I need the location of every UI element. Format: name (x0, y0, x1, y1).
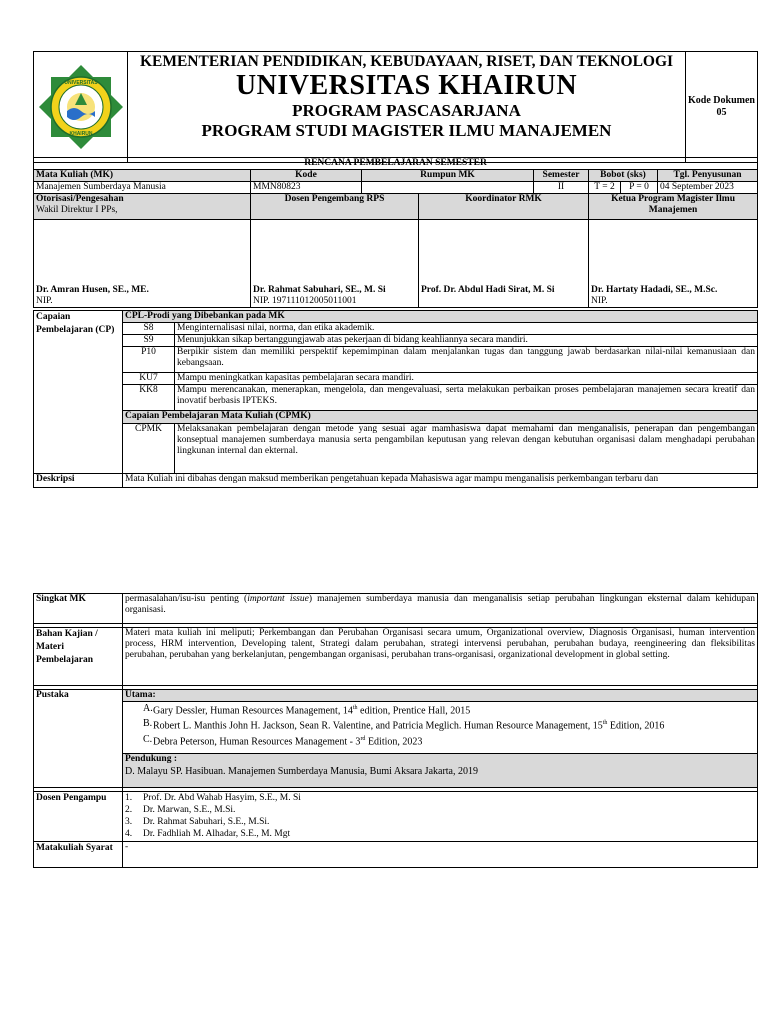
cpl-code: S8 (123, 323, 175, 335)
ministry-title: KEMENTERIAN PENDIDIKAN, KEBUDAYAAN, RISET, DAN TEKNOLOGI (139, 53, 674, 70)
col-rumpun-header: Rumpun MK (362, 170, 534, 182)
cpl-text: Menginternalisasi nilai, norma, dan etika akademik. (175, 323, 758, 335)
dosen-pengembang-header: Dosen Pengembang RPS (251, 194, 419, 220)
utama-items (125, 702, 755, 748)
singkat-text-1: permasalahan/isu-isu penting ( (125, 594, 248, 604)
dosen-item: 2. Dr. Marwan, S.E., M.Si. (125, 805, 236, 815)
cpl-code: S9 (123, 335, 175, 347)
page2-table (33, 593, 758, 868)
sig-wadir (34, 220, 251, 308)
cpl-text: Berpikir sistem dan memiliki perspektif kepemimpinan dalam menjalankan tugas dan tanggung jawab berdasarkan nilai-nilai kemanusiaan dan kebangsaan. (175, 347, 758, 373)
rumpun-value (362, 182, 534, 194)
cpmk-text: Melaksanakan pembelajaran dengan metode yang sesuai agar mamhasiswa dapat memahami dan menganalisis, penerapan dan pengembangan konseptual manajemen sumberdaya manusia serta pengambilan keputusan yang relevan dengan kebutuhan organisasi dalam menghadapi perubahan lingkunan internal dan ekternal. (175, 424, 758, 474)
sig-dosen (251, 220, 419, 308)
syarat-label: Matakuliah Syarat (34, 842, 123, 868)
bahan-text: Materi mata kuliah ini meliputi; Perkembangan dan Perubahan Organisasi secara umum, Organizational overview, Diagnosis Organisasi, human intervention process, HRM intervention, Developing talent, Strategi dalam perubahan, strategi intervensi perubahan, perubahan budaya, reengineering dan fleksibilitas perubahan, perubahan yang berkelanjutan, pengembangan organisasi, perubahan trans-organisasi, organizational development in global setting. (123, 628, 758, 686)
header-titles (128, 52, 686, 163)
cpmk-header: Capaian Pembelajaran Mata Kuliah (CPMK) (123, 411, 758, 424)
cpl-code: KK8 (123, 385, 175, 411)
rps-title: RENCANA PEMBELAJARAN SEMESTER (34, 158, 758, 170)
singkat-label: Singkat MK (34, 594, 123, 624)
otorisasi-label: Otorisasi/Pengesahan (36, 194, 124, 204)
syarat-value: - (123, 842, 758, 868)
pustaka-label: Pustaka (34, 690, 123, 788)
pendukung-label: Pendukung : (123, 754, 758, 766)
col-mk-header: Mata Kuliah (MK) (34, 170, 251, 182)
col-semester-header: Semester (534, 170, 589, 182)
otorisasi-cell (34, 194, 251, 220)
utama-item: A. Gary Dessler, Human Resources Management, 14th edition, Prentice Hall, 2015 (143, 703, 471, 717)
sig3-name: Prof. Dr. Abdul Hadi Sirat, M. Si (421, 285, 555, 295)
cp-table (33, 310, 758, 488)
dosen-list (123, 792, 758, 842)
logo-bottom-text: KHAIRUN (69, 131, 93, 137)
cpl-header: CPL-Prodi yang Dibebankan pada MK (123, 311, 758, 323)
semester-value: II (534, 182, 589, 194)
cpmk-code: CPMK (123, 424, 175, 474)
dosen-item: 4. Dr. Fadhliah M. Alhadar, S.E., M. Mgt (125, 829, 291, 839)
sig-koordinator (419, 220, 589, 308)
sig4-name: Dr. Hartaty Hadadi, SE., M.Sc. (591, 285, 718, 295)
sig1-nip: NIP. (36, 296, 53, 306)
tgl-value: 04 September 2023 (658, 182, 758, 194)
cpl-text: Mampu meningkatkan kapasitas pembelajaran secara mandiri. (175, 373, 758, 385)
rps-table (33, 157, 758, 308)
sig-ketua (589, 220, 758, 308)
header-table (33, 51, 758, 163)
bobot-t-value: T = 2 (589, 182, 621, 194)
dosen-label: Dosen Pengampu (34, 792, 123, 842)
university-logo-icon (34, 52, 128, 158)
ketua-header: Ketua Program Magister Ilmu Manajemen (589, 194, 758, 220)
mk-value: Manajemen Sumberdaya Manusia (34, 182, 251, 194)
wadir-label: Wakil Direktur I PPs, (36, 205, 118, 215)
doc-code-label: Kode Dokumen (688, 95, 755, 106)
utama-list (123, 702, 758, 754)
cpl-code: KU7 (123, 373, 175, 385)
bobot-p-value: P = 0 (621, 182, 658, 194)
logo-cell (34, 52, 128, 163)
deskripsi-text: Mata Kuliah ini dibahas dengan maksud memberikan pengetahuan kepada Mahasiswa agar mampu menganalisis perkembangan terbaru dan (123, 474, 758, 488)
pendukung-text: D. Malayu SP. Hasibuan. Manajemen Sumberdaya Manusia, Bumi Aksara Jakarta, 2019 (123, 766, 758, 788)
doc-code-cell (686, 52, 758, 163)
dosen-items (125, 792, 755, 840)
dosen-item: 3. Dr. Rahmat Sabuhari, S.E., M.Si. (125, 817, 270, 827)
cpl-code: P10 (123, 347, 175, 373)
kode-value: MMN80823 (251, 182, 362, 194)
sig2-nip: NIP. 197111012005011001 (253, 296, 357, 306)
utama-item: C. Debra Peterson, Human Resources Management - 3rd Edition, 2023 (143, 733, 423, 747)
sig1-name: Dr. Amran Husen, SE., ME. (36, 285, 149, 295)
singkat-text-2: ) manajemen sumberdaya manusia dan menganalisis setiap perubahan lingkungan eksternal dalam kehidupan organisasi. (125, 594, 755, 615)
utama-item: B. Robert L. Manthis John H. Jackson, Sean R. Valentine, and Patricia Meglich. Human Resource Management, 15th Edition, 2016 (143, 718, 665, 732)
doc-code-value: 05 (716, 107, 727, 118)
dosen-item: 1. Prof. Dr. Abd Wahab Hasyim, S.E., M. Si (125, 793, 301, 803)
logo-top-text: UNIVERSITAS (64, 80, 98, 86)
singkat-text (123, 594, 758, 624)
koordinator-header: Koordinator RMK (419, 194, 589, 220)
utama-label: Utama: (123, 690, 758, 702)
program-title: PROGRAM PASCASARJANA (292, 101, 521, 120)
singkat-text-italic: important issue (247, 594, 309, 604)
bahan-label: Bahan Kajian / Materi Pembelajaran (34, 628, 123, 686)
cpl-text: Mampu merencanakan, menerapkan, mengelola, dan mengevaluasi, serta melakukan perbaikan proses pembelajaran manajemen secara kreatif dan inovatif berbasis IPTEKS. (175, 385, 758, 411)
col-kode-header: Kode (251, 170, 362, 182)
cpl-text: Menunjukkan sikap bertanggungjawab atas pekerjaan di bidang keahliannya secara mandiri. (175, 335, 758, 347)
sig2-name: Dr. Rahmat Sabuhari, SE., M. Si (253, 285, 386, 295)
study-program-title: PROGRAM STUDI MAGISTER ILMU MANAJEMEN (201, 121, 612, 140)
sig4-nip: NIP. (591, 296, 608, 306)
col-bobot-header: Bobot (sks) (589, 170, 658, 182)
university-title: UNIVERSITAS KHAIRUN (235, 70, 578, 101)
cp-label: Capaian Pembelajaran (CP) (34, 311, 123, 474)
col-tgl-header: Tgl. Penyusunan (658, 170, 758, 182)
deskripsi-label: Deskripsi (34, 474, 123, 488)
